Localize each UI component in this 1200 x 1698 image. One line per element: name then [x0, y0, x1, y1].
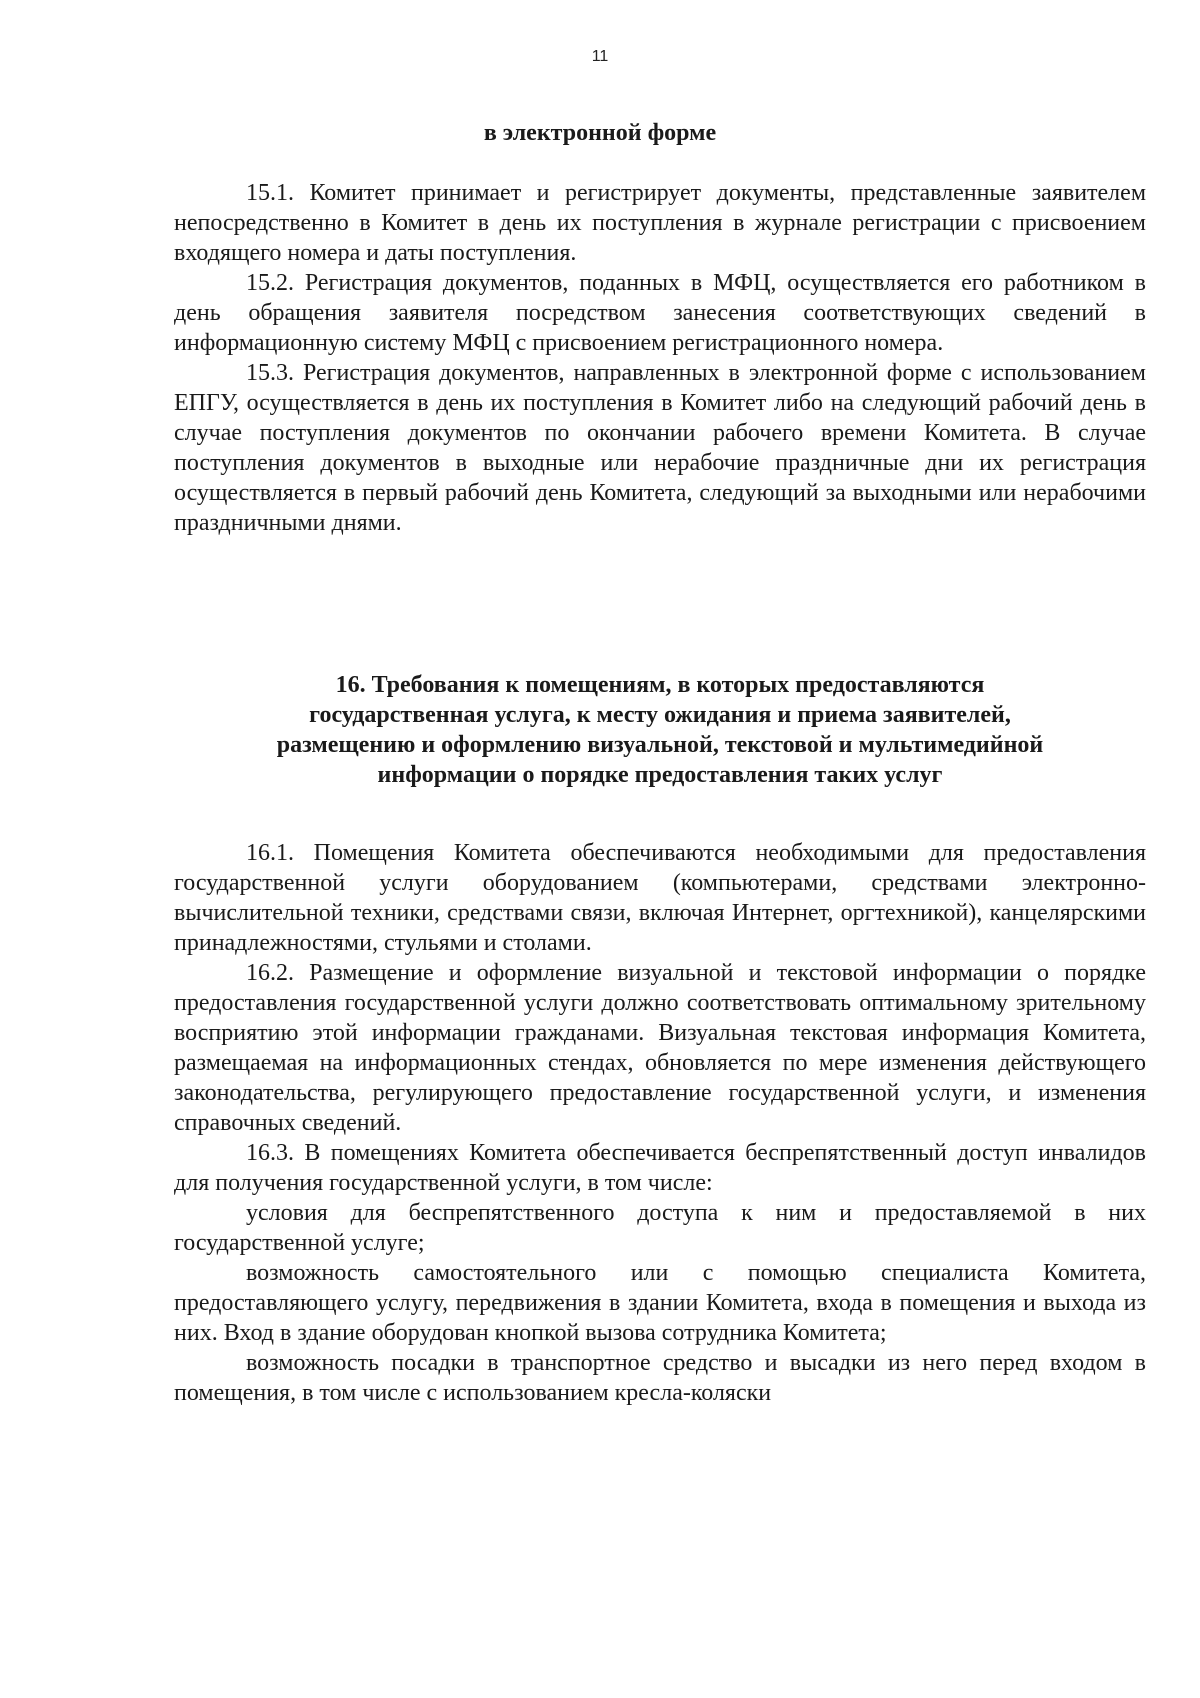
- section-16-heading-line: государственная услуга, к месту ожидания и приема заявителей,: [309, 702, 1011, 728]
- continued-heading: в электронной форме: [483, 120, 717, 146]
- section-16-heading-line: информации о порядке предоставления таких услуг: [377, 762, 943, 788]
- section-16-heading-line: 16. Требования к помещениям, в которых предоставляются: [335, 672, 985, 698]
- paragraph-16-3-item-transport: возможность посадки в транспортное средство и высадки из него перед входом в помещения, в том числе с использованием кресла-коляски: [174, 1350, 1146, 1406]
- paragraph-15-2: 15.2. Регистрация документов, поданных в МФЦ, осуществляется его работником в день обращения заявителя посредством занесения соответствующих сведений в информационную систему МФЦ с присвоением регистрационного номера.: [174, 270, 1146, 356]
- paragraph-15-3: 15.3. Регистрация документов, направленных в электронной форме с использованием ЕПГУ, осуществляется в день их поступления в Комитет либо на следующий рабочий день в случае поступления документов по окончании рабочего времени Комитета. В случае поступления документов в выходные или нерабочие праздничные дни их регистрация осуществляется в первый рабочий день Комитета, следующий за выходными или нерабочими праздничными днями.: [174, 360, 1146, 536]
- paragraph-16-2: 16.2. Размещение и оформление визуальной и текстовой информации о порядке предоставления государственной услуги должно соответствовать оптимальному зрительному восприятию этой информации гражданами. Визуальная текстовая информация Комитета, размещаемая на информационных стендах, обновляется по мере изменения действующего законодательства, регулирующего предоставление государственной услуги, и изменения справочных сведений.: [174, 960, 1146, 1136]
- paragraph-16-3-item-movement: возможность самостоятельного или с помощью специалиста Комитета, предоставляющего услугу, передвижения в здании Комитета, входа в помещения и выхода из них. Вход в здание оборудован кнопкой вызова сотрудника Комитета;: [174, 1260, 1146, 1346]
- paragraph-16-3: 16.3. В помещениях Комитета обеспечивается беспрепятственный доступ инвалидов для получения государственной услуги, в том числе:: [174, 1140, 1146, 1196]
- paragraph-15-1: 15.1. Комитет принимает и регистрирует документы, представленные заявителем непосредственно в Комитет в день их поступления в журнале регистрации с присвоением входящего номера и даты поступления.: [174, 180, 1146, 266]
- section-16-heading-line: размещению и оформлению визуальной, текстовой и мультимедийной: [276, 732, 1044, 758]
- section-16-body: [174, 838, 1146, 1408]
- paragraph-16-3-item-conditions: условия для беспрепятственного доступа к ним и предоставляемой в них государственной услуге;: [174, 1200, 1146, 1256]
- paragraph-16-1: 16.1. Помещения Комитета обеспечиваются необходимыми для предоставления государственной услуги оборудованием (компьютерами, средствами электронно-вычислительной техники, средствами связи, включая Интернет, оргтехникой), канцелярскими принадлежностями, стульями и столами.: [174, 840, 1146, 956]
- section-16-heading: [160, 670, 1160, 790]
- section-15-body: [174, 178, 1146, 538]
- page-number: 11: [591, 48, 609, 65]
